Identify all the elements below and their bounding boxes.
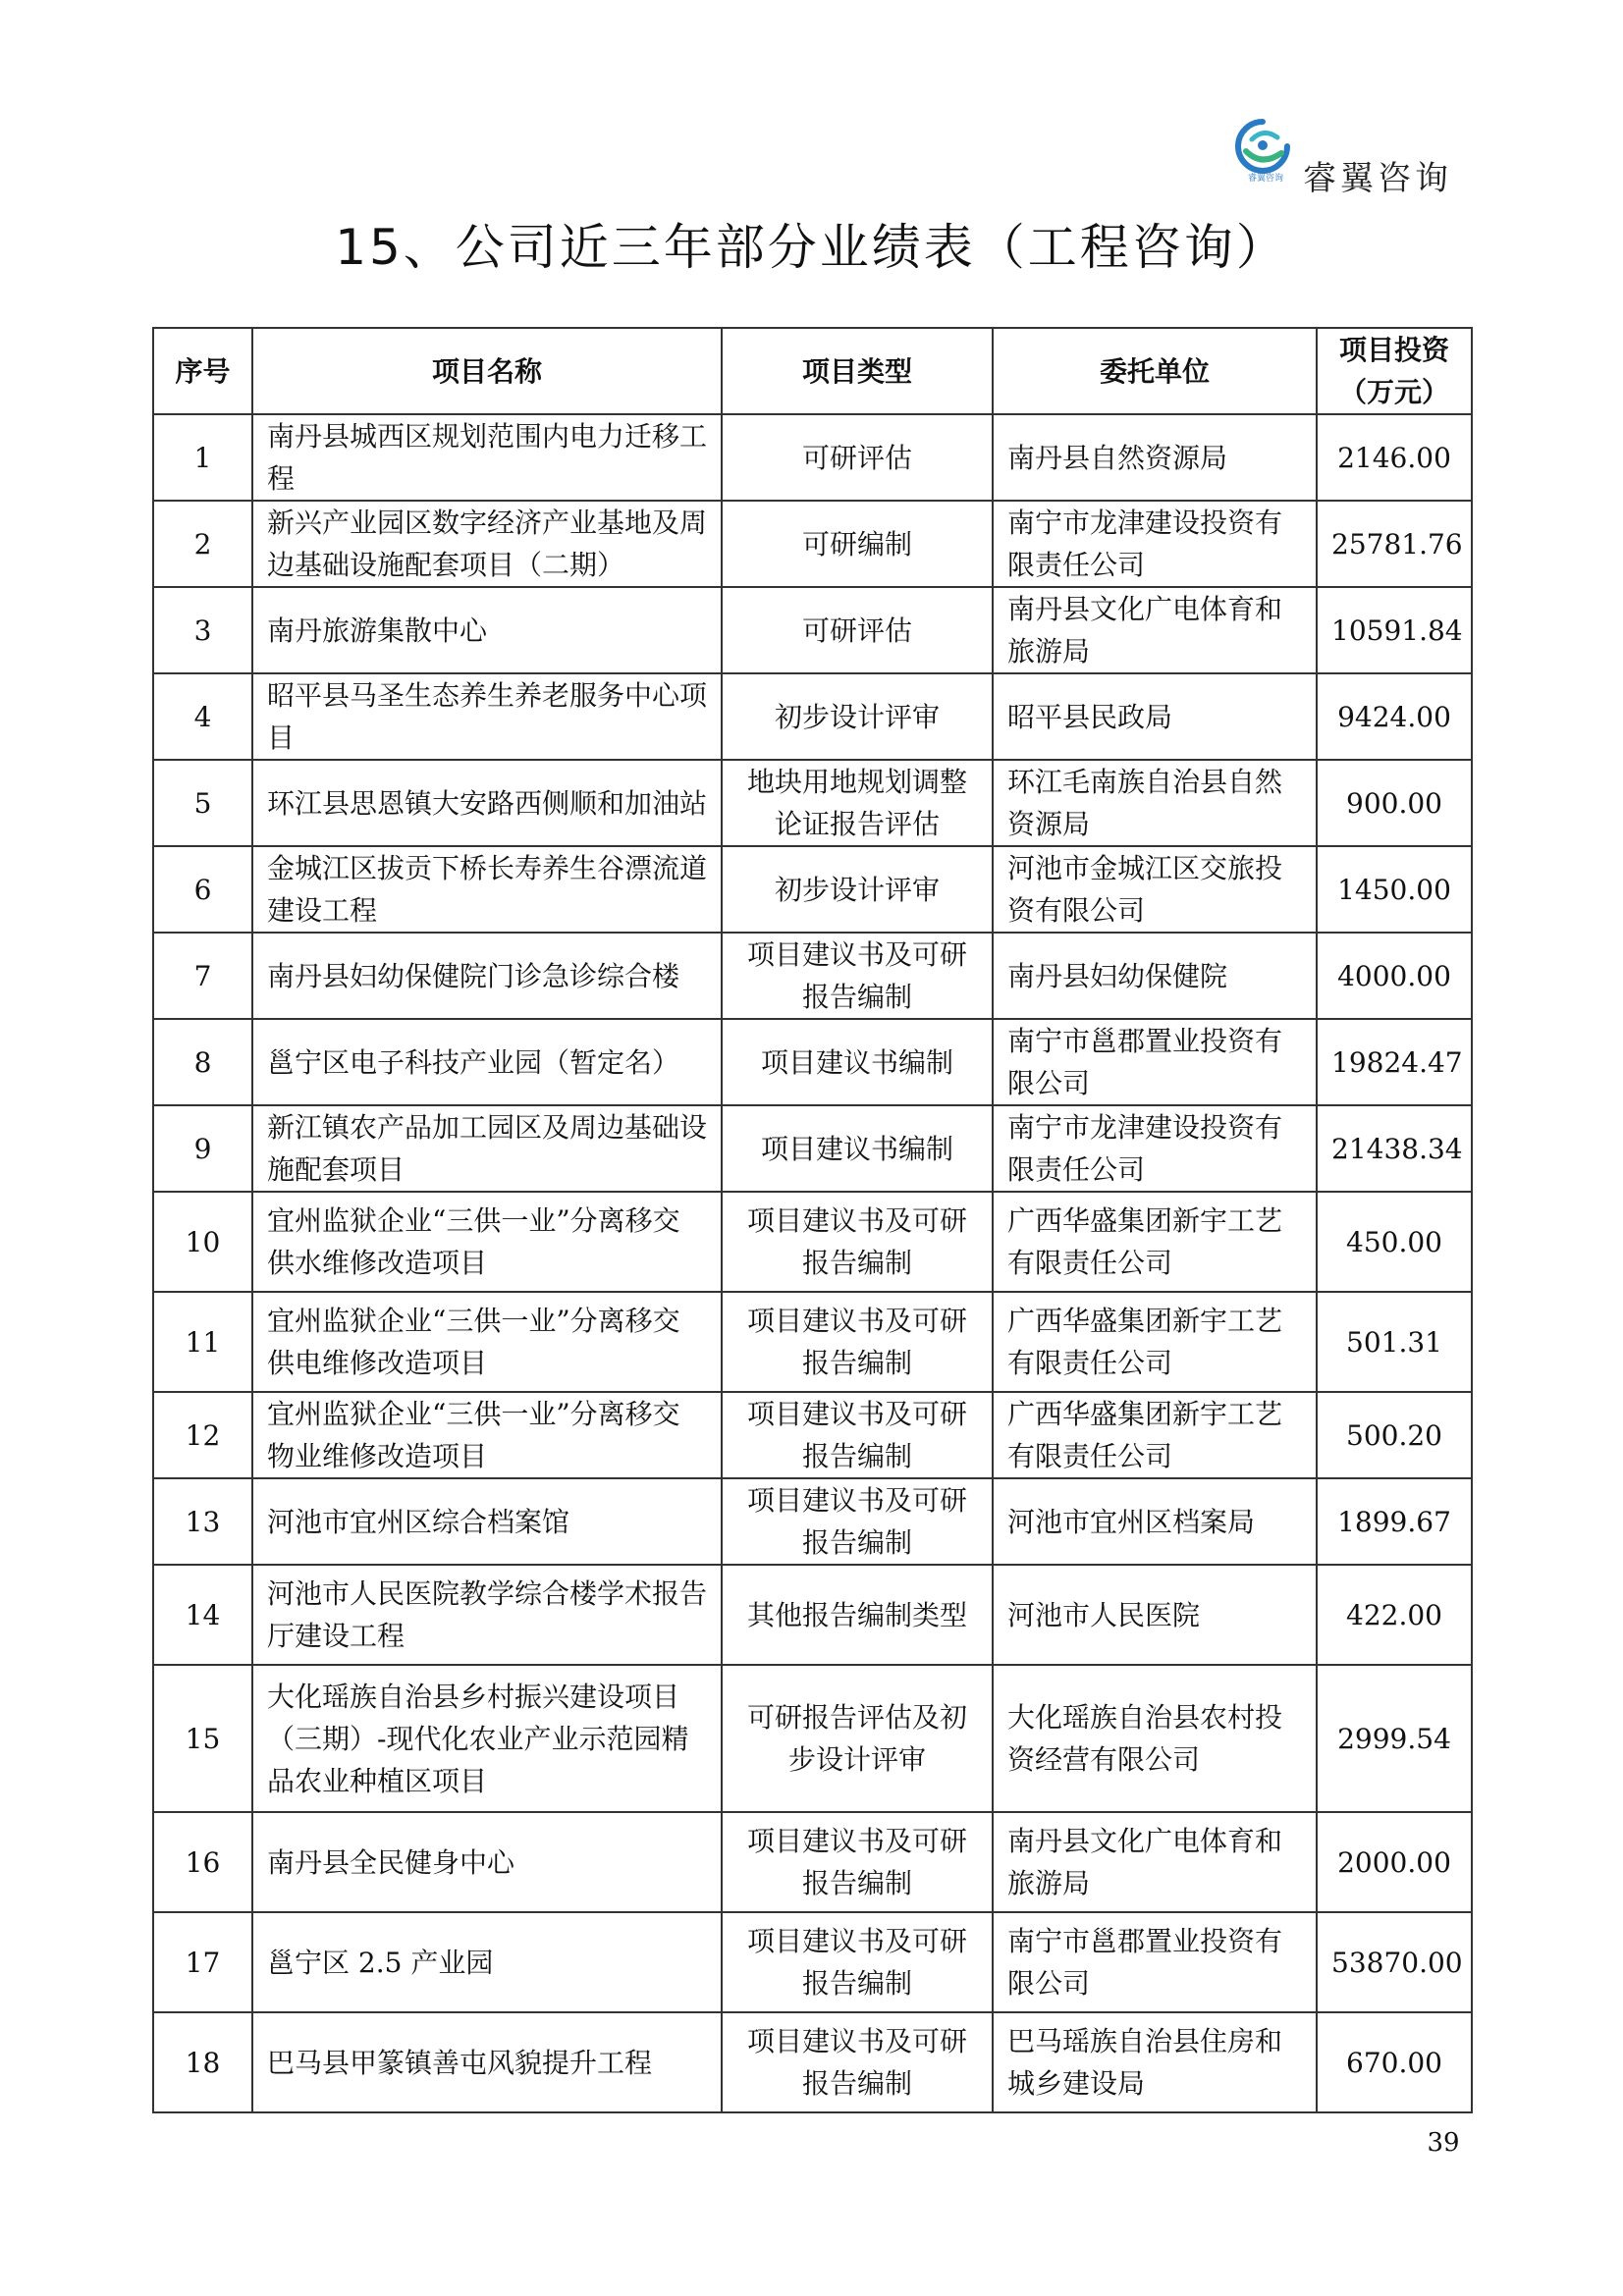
row-project-name: 宜州监狱企业“三供一业”分离移交物业维修改造项目 (252, 1392, 722, 1478)
row-client: 广西华盛集团新宇工艺有限责任公司 (993, 1292, 1317, 1392)
table-row (153, 1912, 1472, 2012)
row-investment: 2000.00 (1317, 1812, 1472, 1912)
row-project-name: 环江县思恩镇大安路西侧顺和加油站 (252, 760, 722, 846)
row-project-type: 可研编制 (722, 501, 993, 587)
table-row (153, 846, 1472, 933)
row-index: 2 (153, 501, 252, 587)
row-investment: 4000.00 (1317, 933, 1472, 1019)
header-project-type: 项目类型 (722, 328, 993, 414)
row-investment: 1899.67 (1317, 1478, 1472, 1565)
row-client: 南丹县文化广电体育和旅游局 (993, 1812, 1317, 1912)
row-project-name: 巴马县甲篆镇善屯风貌提升工程 (252, 2012, 722, 2112)
row-project-name: 宜州监狱企业“三供一业”分离移交供水维修改造项目 (252, 1192, 722, 1292)
row-project-type: 初步设计评审 (722, 846, 993, 933)
row-project-name: 金城江区拔贡下桥长寿养生谷漂流道建设工程 (252, 846, 722, 933)
table-header-row (153, 328, 1472, 414)
row-client: 昭平县民政局 (993, 673, 1317, 760)
row-project-type: 可研评估 (722, 414, 993, 501)
table-row (153, 1019, 1472, 1105)
row-investment: 10591.84 (1317, 587, 1472, 673)
row-project-name: 大化瑶族自治县乡村振兴建设项目（三期）-现代化农业产业示范园精品农业种植区项目 (252, 1665, 722, 1812)
row-index: 6 (153, 846, 252, 933)
header-investment-line1: 项目投资 (1338, 334, 1449, 366)
row-client: 广西华盛集团新宇工艺有限责任公司 (993, 1192, 1317, 1292)
row-index: 11 (153, 1292, 252, 1392)
table-row (153, 760, 1472, 846)
table-row (153, 1392, 1472, 1478)
header-project-name: 项目名称 (252, 328, 722, 414)
row-client: 南宁市邕郡置业投资有限公司 (993, 1019, 1317, 1105)
row-client: 南丹县自然资源局 (993, 414, 1317, 501)
row-investment: 21438.34 (1317, 1105, 1472, 1192)
row-investment: 501.31 (1317, 1292, 1472, 1392)
row-investment: 25781.76 (1317, 501, 1472, 587)
ruiyi-logo-icon (1232, 116, 1293, 177)
row-project-name: 南丹旅游集散中心 (252, 587, 722, 673)
row-project-name: 南丹县全民健身中心 (252, 1812, 722, 1912)
table-row (153, 1192, 1472, 1292)
row-project-name: 邕宁区电子科技产业园（暂定名） (252, 1019, 722, 1105)
row-project-type: 可研报告评估及初步设计评审 (722, 1665, 993, 1812)
row-index: 15 (153, 1665, 252, 1812)
row-index: 8 (153, 1019, 252, 1105)
row-index: 5 (153, 760, 252, 846)
row-project-name: 邕宁区 2.5 产业园 (252, 1912, 722, 2012)
header-investment-line2: （万元） (1338, 376, 1449, 408)
row-index: 13 (153, 1478, 252, 1565)
row-client: 广西华盛集团新宇工艺有限责任公司 (993, 1392, 1317, 1478)
row-project-name: 宜州监狱企业“三供一业”分离移交供电维修改造项目 (252, 1292, 722, 1392)
header-client: 委托单位 (993, 328, 1317, 414)
row-client: 河池市金城江区交旅投资有限公司 (993, 846, 1317, 933)
header-investment (1317, 328, 1472, 414)
table-row (153, 587, 1472, 673)
row-project-name: 南丹县妇幼保健院门诊急诊综合楼 (252, 933, 722, 1019)
performance-table (152, 327, 1473, 2113)
table-row (153, 673, 1472, 760)
row-project-type: 项目建议书编制 (722, 1019, 993, 1105)
row-client: 南丹县文化广电体育和旅游局 (993, 587, 1317, 673)
row-index: 17 (153, 1912, 252, 2012)
row-project-type: 项目建议书及可研报告编制 (722, 1392, 993, 1478)
row-project-type: 项目建议书及可研报告编制 (722, 1192, 993, 1292)
row-project-type: 项目建议书及可研报告编制 (722, 1292, 993, 1392)
row-project-name: 南丹县城西区规划范围内电力迁移工程 (252, 414, 722, 501)
row-project-type: 初步设计评审 (722, 673, 993, 760)
company-logo (1232, 116, 1458, 196)
table-row (153, 1812, 1472, 1912)
row-investment: 19824.47 (1317, 1019, 1472, 1105)
row-client: 环江毛南族自治县自然资源局 (993, 760, 1317, 846)
row-project-name: 新江镇农产品加工园区及周边基础设施配套项目 (252, 1105, 722, 1192)
table-row (153, 1565, 1472, 1665)
table-row (153, 1665, 1472, 1812)
row-index: 7 (153, 933, 252, 1019)
row-investment: 9424.00 (1317, 673, 1472, 760)
page-number: 39 (1427, 2128, 1460, 2158)
row-project-type: 项目建议书编制 (722, 1105, 993, 1192)
row-index: 3 (153, 587, 252, 673)
row-client: 河池市人民医院 (993, 1565, 1317, 1665)
table-row (153, 501, 1472, 587)
row-client: 大化瑶族自治县农村投资经营有限公司 (993, 1665, 1317, 1812)
row-client: 南宁市龙津建设投资有限责任公司 (993, 501, 1317, 587)
row-client: 河池市宜州区档案局 (993, 1478, 1317, 1565)
row-investment: 670.00 (1317, 2012, 1472, 2112)
row-index: 10 (153, 1192, 252, 1292)
row-investment: 1450.00 (1317, 846, 1472, 933)
row-investment: 422.00 (1317, 1565, 1472, 1665)
row-investment: 53870.00 (1317, 1912, 1472, 2012)
row-index: 4 (153, 673, 252, 760)
row-project-type: 可研评估 (722, 587, 993, 673)
row-client: 南丹县妇幼保健院 (993, 933, 1317, 1019)
logo-text: 睿翼咨询 (1303, 159, 1452, 198)
row-client: 南宁市邕郡置业投资有限公司 (993, 1912, 1317, 2012)
row-index: 16 (153, 1812, 252, 1912)
row-client: 巴马瑶族自治县住房和城乡建设局 (993, 2012, 1317, 2112)
row-investment: 500.20 (1317, 1392, 1472, 1478)
table-row (153, 1478, 1472, 1565)
row-investment: 900.00 (1317, 760, 1472, 846)
row-project-type: 项目建议书及可研报告编制 (722, 933, 993, 1019)
page-title: 15、公司近三年部分业绩表（工程咨询） (335, 219, 1288, 276)
table-row (153, 1105, 1472, 1192)
row-project-type: 项目建议书及可研报告编制 (722, 1812, 993, 1912)
row-investment: 450.00 (1317, 1192, 1472, 1292)
row-project-type: 项目建议书及可研报告编制 (722, 1912, 993, 2012)
row-index: 9 (153, 1105, 252, 1192)
row-index: 14 (153, 1565, 252, 1665)
row-index: 12 (153, 1392, 252, 1478)
row-project-type: 项目建议书及可研报告编制 (722, 2012, 993, 2112)
row-project-type: 其他报告编制类型 (722, 1565, 993, 1665)
logo-small-text: 睿翼咨询 (1247, 174, 1283, 184)
table-row (153, 1292, 1472, 1392)
row-investment: 2146.00 (1317, 414, 1472, 501)
table-row (153, 933, 1472, 1019)
row-project-name: 河池市宜州区综合档案馆 (252, 1478, 722, 1565)
header-index: 序号 (153, 328, 252, 414)
table-row (153, 2012, 1472, 2112)
row-index: 18 (153, 2012, 252, 2112)
row-project-name: 河池市人民医院教学综合楼学术报告厅建设工程 (252, 1565, 722, 1665)
row-project-type: 地块用地规划调整论证报告评估 (722, 760, 993, 846)
table-row (153, 414, 1472, 501)
row-index: 1 (153, 414, 252, 501)
row-project-name: 新兴产业园区数字经济产业基地及周边基础设施配套项目（二期） (252, 501, 722, 587)
row-project-name: 昭平县马圣生态养生养老服务中心项目 (252, 673, 722, 760)
row-client: 南宁市龙津建设投资有限责任公司 (993, 1105, 1317, 1192)
row-investment: 2999.54 (1317, 1665, 1472, 1812)
row-project-type: 项目建议书及可研报告编制 (722, 1478, 993, 1565)
